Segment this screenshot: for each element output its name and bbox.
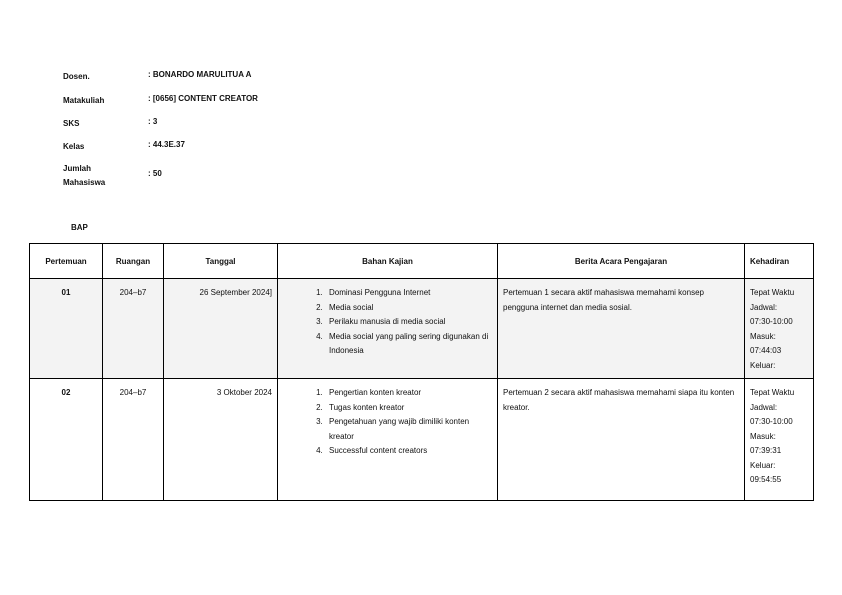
list-item: 3. Pengetahuan yang wajib dimiliki konten kreator (325, 415, 492, 444)
jadwal-label: Jadwal: (750, 402, 778, 412)
kelas-label: Kelas (63, 142, 85, 151)
kehadiran-status: Tepat Waktu (750, 288, 795, 297)
bahan-kajian-cell (278, 279, 498, 379)
header-bahan-kajian: Bahan Kajian (278, 244, 498, 279)
keluar-label: Keluar: (750, 460, 776, 470)
table-row (30, 279, 814, 379)
bahan-kajian-cell (278, 379, 498, 501)
jadwal-label: Jadwal: (750, 302, 778, 312)
jadwal-value: 07:30-10:00 (750, 417, 793, 426)
table-row (30, 379, 814, 501)
kehadiran-cell (745, 379, 814, 501)
keluar-value: 09:54:55 (750, 475, 782, 484)
berita-acara-cell: Pertemuan 1 secara aktif mahasiswa memahami konsep pengguna internet dan media sosial. (498, 279, 745, 379)
pertemuan-cell: 02 (30, 379, 103, 501)
dosen-label: Dosen. (63, 72, 90, 81)
list-item: 4. Media social yang paling sering digunakan di Indonesia (325, 330, 492, 359)
jumlah-label: Jumlah Mahasiswa (63, 164, 106, 187)
masuk-value: 07:44:03 (750, 346, 782, 355)
matakuliah-label: Matakuliah (63, 96, 105, 105)
header-kehadiran: Kehadiran (745, 244, 814, 279)
keluar-label: Keluar: (750, 360, 776, 370)
list-item: 1. Dominasi Pengguna Internet (325, 286, 492, 301)
kelas-value: : 44.3E.37 (148, 140, 185, 149)
header-pertemuan: Pertemuan (30, 244, 103, 279)
masuk-label: Masuk: (750, 431, 776, 441)
bap-table (29, 243, 814, 501)
list-item: 3. Perilaku manusia di media social (325, 315, 492, 330)
header-tanggal: Tanggal (164, 244, 278, 279)
sks-label: SKS (63, 119, 80, 128)
matakuliah-value: : [0656] CONTENT CREATOR (148, 94, 258, 103)
berita-acara-cell: Pertemuan 2 secara aktif mahasiswa memahami siapa itu konten kreator. (498, 379, 745, 501)
bap-title: BAP (71, 223, 88, 232)
list-item: 4. Successful content creators (325, 444, 492, 459)
bahan-kajian-list (283, 286, 492, 359)
tanggal-cell: 26 September 2024] (164, 279, 278, 379)
ruangan-cell: 204–b7 (103, 279, 164, 379)
sks-value: : 3 (148, 117, 158, 126)
jadwal-value: 07:30-10:00 (750, 317, 793, 326)
masuk-value: 07:39:31 (750, 446, 782, 455)
jumlah-value: : 50 (148, 169, 162, 178)
dosen-value: : BONARDO MARULITUA A (148, 70, 252, 79)
header-ruangan: Ruangan (103, 244, 164, 279)
bahan-kajian-list (283, 386, 492, 459)
tanggal-cell: 3 Oktober 2024 (164, 379, 278, 501)
list-item: 2. Media social (325, 301, 492, 316)
list-item: 1. Pengertian konten kreator (325, 386, 492, 401)
header-berita-acara: Berita Acara Pengajaran (498, 244, 745, 279)
list-item: 2. Tugas konten kreator (325, 401, 492, 416)
pertemuan-cell: 01 (30, 279, 103, 379)
ruangan-cell: 204–b7 (103, 379, 164, 501)
masuk-label: Masuk: (750, 331, 776, 341)
table-header-row (30, 244, 814, 279)
kehadiran-cell (745, 279, 814, 379)
kehadiran-status: Tepat Waktu (750, 388, 795, 397)
